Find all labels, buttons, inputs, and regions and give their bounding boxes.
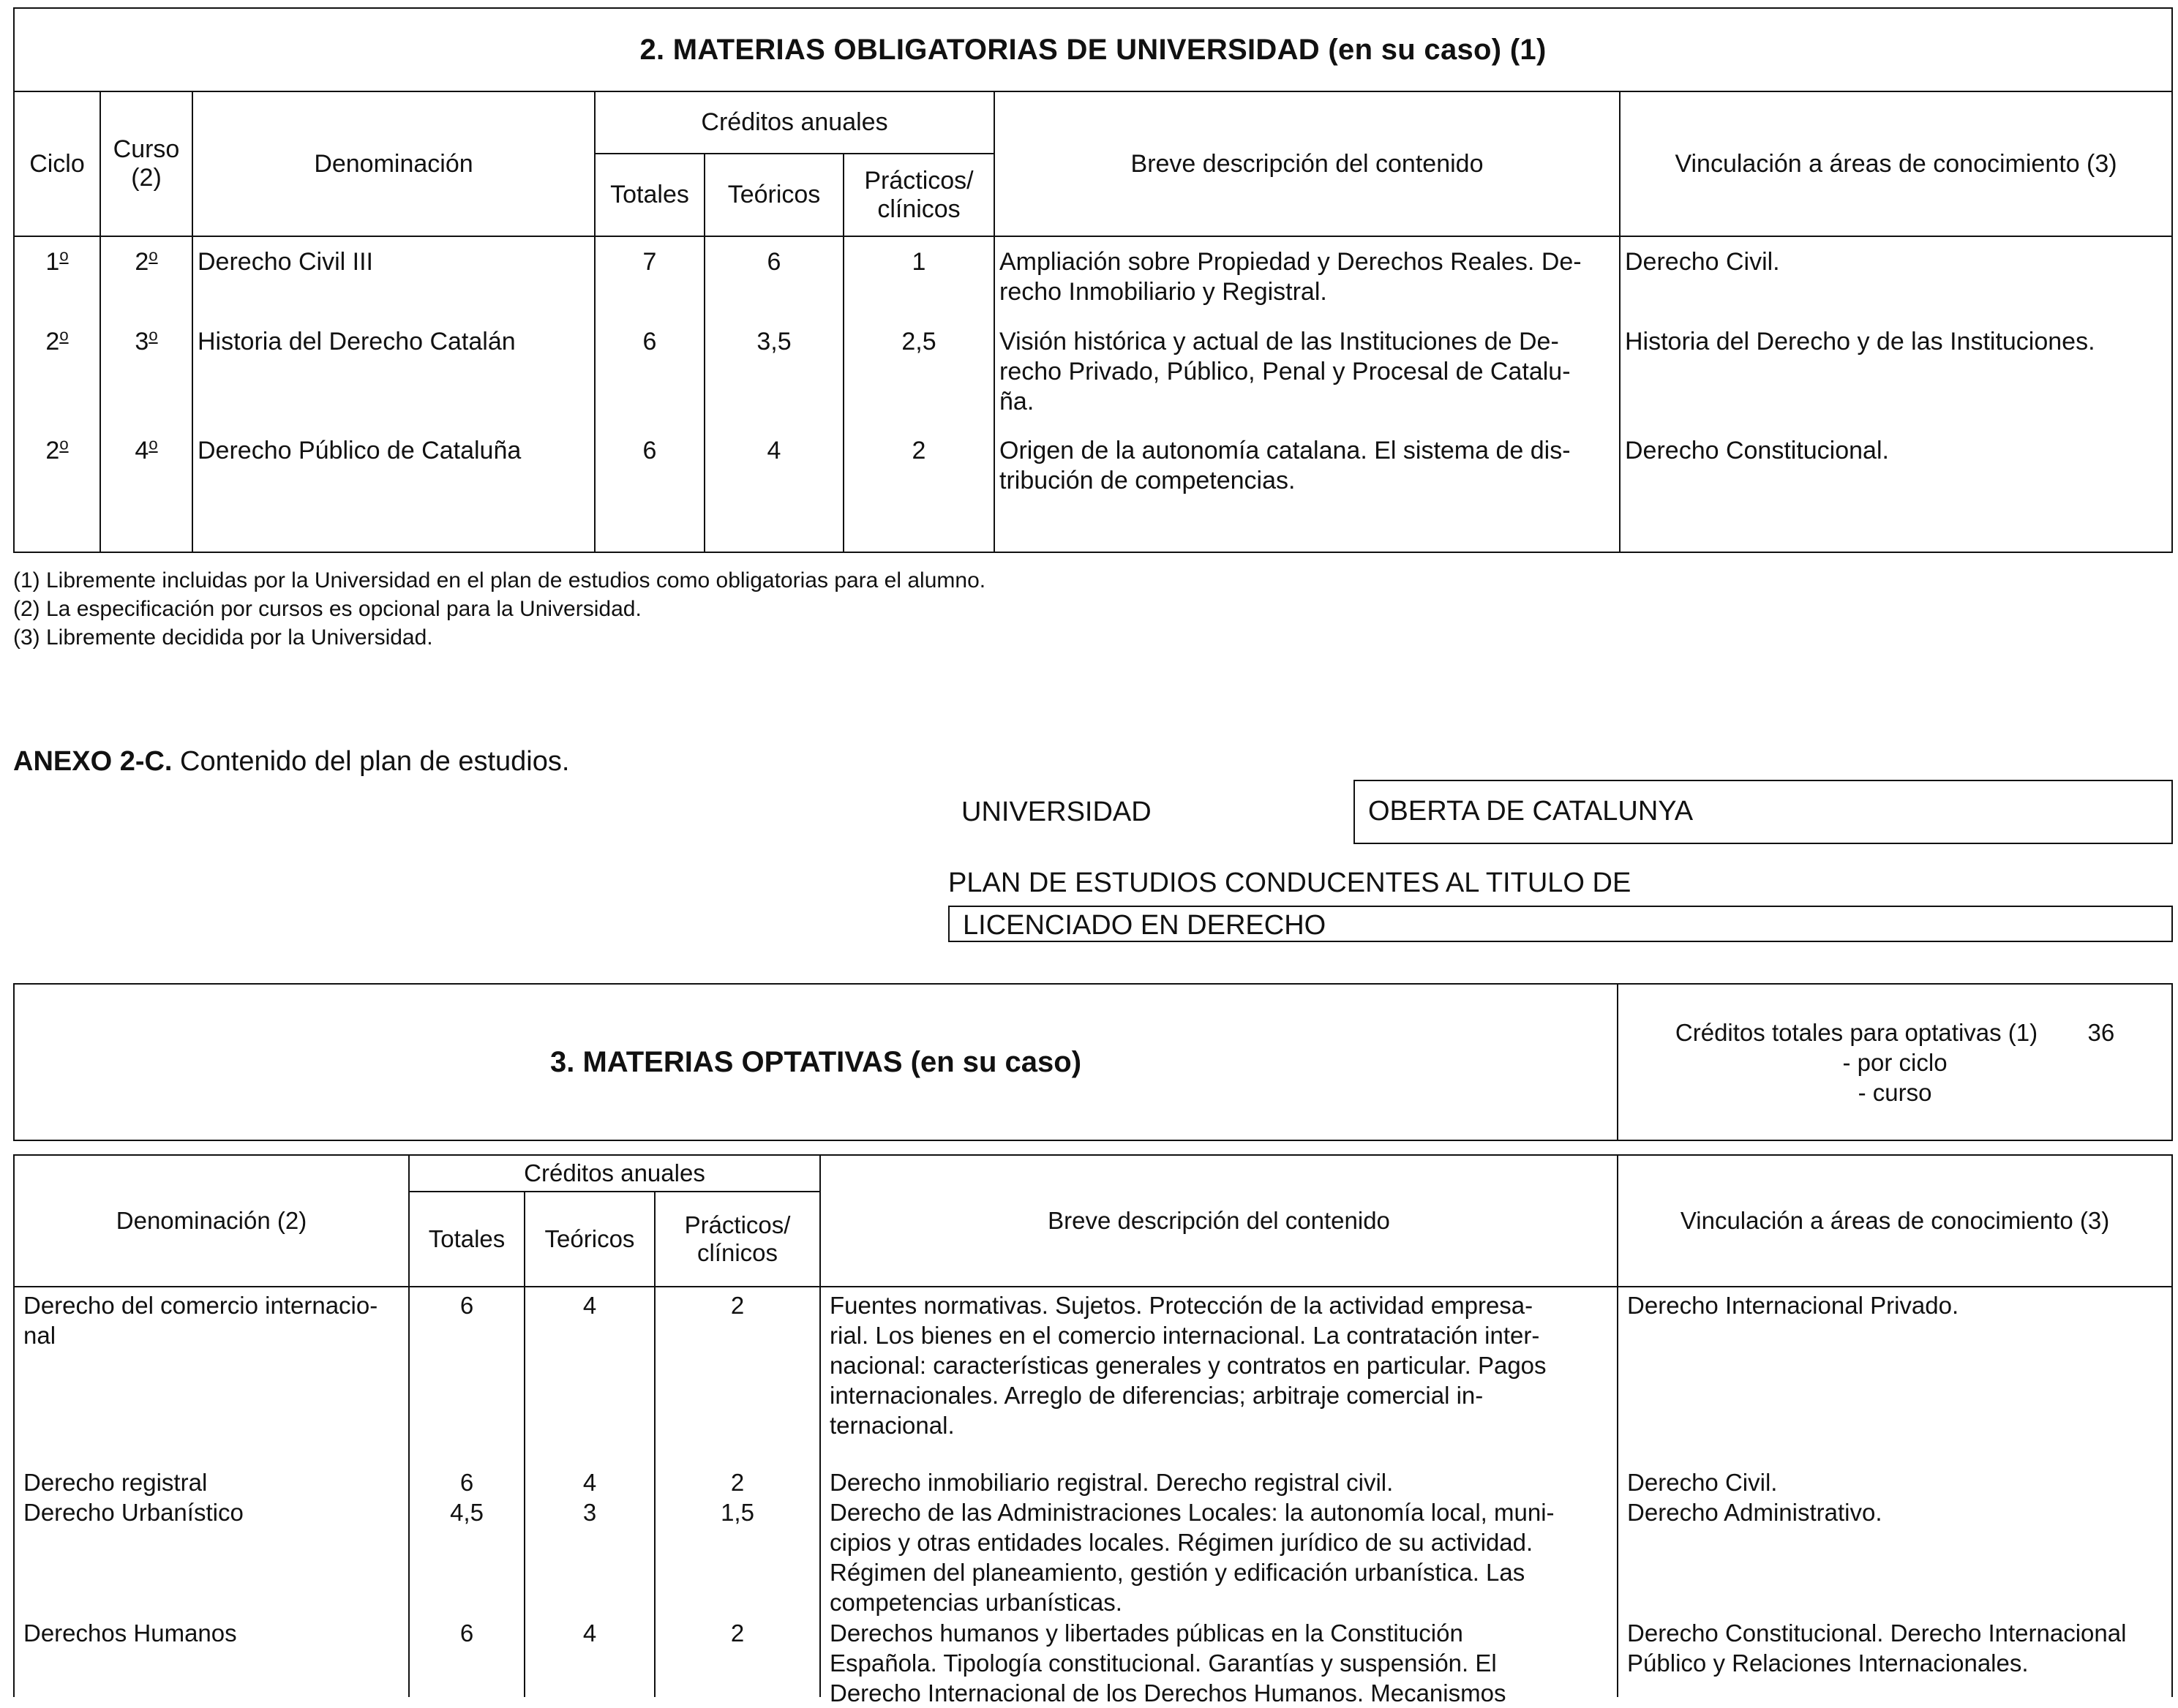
footnote-1: (1) Libremente incluidas por la Universidad en el plan de estudios como obligatorias para el alumno. [13, 568, 986, 592]
col-totales [595, 236, 705, 552]
header-curso-label: Curso [113, 135, 180, 163]
table-row-cell: 6 [642, 328, 657, 355]
header-vinculacion: Vinculación a áreas de conocimiento (3) [1618, 1155, 2172, 1287]
table-row-cell: 6 [642, 437, 657, 464]
header-totales: Totales [409, 1192, 525, 1287]
table-row-cell: Derecho de las Administraciones Locales: la autonomía local, muni- cipios y otras entidades locales. Régimen jurídico de su actividad. Régimen del planeamiento, gestión y edificación urbanística. Las competencias urbanísticas. [830, 1499, 1555, 1616]
table-row-cell: 1,5 [721, 1499, 754, 1526]
col-practicos [844, 236, 994, 552]
table-row-cell: Derecho Civil III [198, 248, 373, 276]
plan-label: PLAN DE ESTUDIOS CONDUCENTES AL TITULO DE [948, 868, 1631, 898]
table-row-cell: 4 [582, 1619, 597, 1647]
table-row-cell: Derecho Civil. [1627, 1469, 1778, 1496]
footnote-3: (3) Libremente decidida por la Universidad. [13, 625, 433, 650]
table-row-cell: 4$^o$ [135, 434, 158, 464]
header-teoricos: Teóricos [525, 1192, 655, 1287]
header-ciclo: Ciclo [14, 91, 100, 236]
table-row-cell: 1 [912, 248, 926, 276]
por-ciclo: - por ciclo [1842, 1048, 1948, 1076]
anexo-label: ANEXO 2-C. [13, 746, 173, 777]
col-descripcion [994, 236, 1620, 552]
header-totales: Totales [595, 154, 705, 236]
table-row-cell: Derecho Internacional Privado. [1627, 1292, 1959, 1319]
table-row-cell: 6 [459, 1469, 474, 1496]
col-curso [100, 236, 192, 552]
table-row-cell: 6 [459, 1292, 474, 1319]
header-practicos-line2: clínicos [696, 1239, 778, 1266]
table-row-cell: Ampliación sobre Propiedad y Derechos Reales. De- recho Inmobiliario y Registral. [999, 248, 1582, 306]
col-teoricos [705, 236, 844, 552]
table-row-cell: Derecho Administrativo. [1627, 1499, 1882, 1526]
header-practicos [844, 154, 994, 236]
col-denominacion [14, 1287, 409, 1697]
table-row-cell: 2$^o$ [45, 434, 69, 464]
table-row-cell: 2$^o$ [45, 326, 69, 355]
creditos-totales-box [1618, 984, 2172, 1140]
table-row-cell: 6 [459, 1619, 474, 1647]
table-row-cell: 6 [767, 248, 781, 276]
table-row-cell: Derecho Constitucional. [1625, 437, 1889, 464]
table-row-cell: Visión histórica y actual de las Instituciones de De- recho Privado, Público, Penal y Procesal de Catalu- ña. [999, 328, 1571, 415]
table-row-cell: Derecho Urbanístico [23, 1499, 244, 1526]
header-denominacion: Denominación [192, 91, 595, 236]
header-curso [100, 91, 192, 236]
table-row-cell: Derecho Público de Cataluña [198, 437, 522, 464]
table-row-cell: Derecho del comercio internacio- nal [23, 1292, 378, 1349]
header-creditos: Créditos anuales [409, 1155, 820, 1192]
table-row-cell: Derecho Civil. [1625, 248, 1780, 276]
footnote-2: (2) La especificación por cursos es opcional para la Universidad. [13, 597, 642, 621]
por-curso: - curso [1858, 1078, 1932, 1106]
table-row-cell: 2,5 [901, 328, 936, 355]
table-gap [14, 1140, 2172, 1155]
header-curso-note: (2) [131, 164, 162, 192]
table-row-cell: Historia del Derecho Catalán [198, 328, 516, 355]
col-ciclo [14, 236, 100, 552]
table-row-cell: 3,5 [756, 328, 792, 355]
table-row-cell: 4,5 [450, 1499, 484, 1526]
header-teoricos: Teóricos [705, 154, 844, 236]
optativas-table [13, 983, 2173, 1707]
col-totales [409, 1287, 525, 1697]
header-vinculacion: Vinculación a áreas de conocimiento (3) [1620, 91, 2172, 236]
obligatorias-table [13, 7, 2173, 553]
table-row-cell: 3$^o$ [135, 326, 158, 355]
table-row-cell: 2 [730, 1292, 745, 1319]
titulo-field: LICENCIADO EN DERECHO [948, 906, 2173, 942]
anexo-heading [13, 746, 569, 778]
table-row-cell: 4 [767, 437, 781, 464]
header-practicos [655, 1192, 820, 1287]
table-row-cell: 7 [642, 248, 657, 276]
table-row-cell: 1$^o$ [45, 246, 69, 276]
table-row-cell: 3 [582, 1499, 597, 1526]
creditos-totales-line: Créditos totales para optativas (1) 36 [1675, 1018, 2115, 1046]
col-vinculacion [1618, 1287, 2172, 1697]
header-creditos: Créditos anuales [595, 91, 994, 154]
header-denominacion: Denominación (2) [14, 1155, 409, 1287]
table-row-cell: Origen de la autonomía catalana. El sistema de dis- tribución de competencias. [999, 437, 1571, 494]
header-practicos-line1: Prácticos/ [864, 166, 974, 195]
obligatorias-title: 2. MATERIAS OBLIGATORIAS DE UNIVERSIDAD (en su caso) (1) [14, 8, 2172, 91]
table-row-cell: Derechos humanos y libertades públicas en la Constitución Española. Tipología constitucional. Garantías y suspensión. El Derecho Internacional de los Derechos Humanos. Mecanismos [830, 1619, 1506, 1707]
table-row-cell: Historia del Derecho y de las Instituciones. [1625, 328, 2095, 355]
header-descripcion: Breve descripción del contenido [994, 91, 1620, 236]
header-descripcion: Breve descripción del contenido [820, 1155, 1618, 1287]
table-row-cell: 4 [582, 1292, 597, 1319]
universidad-label: UNIVERSIDAD [961, 797, 1152, 827]
footnotes [13, 566, 985, 652]
table-row-cell: 4 [582, 1469, 597, 1496]
col-practicos [655, 1287, 820, 1697]
col-teoricos [525, 1287, 655, 1697]
table-row-cell: Fuentes normativas. Sujetos. Protección de la actividad empresa- rial. Los bienes en el comercio internacional. La contratación inter- nacional: características generales y contratos en particular. Pagos internacionales. Arreglo de diferencias; arbitraje comercial in- ternacional. [830, 1292, 1547, 1439]
header-practicos-line1: Prácticos/ [684, 1211, 791, 1238]
col-vinculacion [1620, 236, 2172, 552]
anexo-text: Contenido del plan de estudios. [180, 746, 570, 777]
creditos-totales-value: 36 [2087, 1018, 2115, 1046]
table-row-cell: 2 [730, 1619, 745, 1647]
optativas-title: 3. MATERIAS OPTATIVAS (en su caso) [14, 984, 1618, 1140]
header-practicos-line2: clínicos [877, 195, 961, 223]
table-row-cell: Derecho registral [23, 1469, 208, 1496]
table-row-cell: 2$^o$ [135, 246, 158, 276]
table-row-cell: 2 [912, 437, 926, 464]
col-descripcion [820, 1287, 1618, 1707]
table-row-cell: Derechos Humanos [23, 1619, 237, 1647]
table-row-cell: 2 [730, 1469, 745, 1496]
table-row-cell: Derecho inmobiliario registral. Derecho registral civil. [830, 1469, 1394, 1496]
table-row-cell: Derecho Constitucional. Derecho Internacional Público y Relaciones Internacionales. [1627, 1619, 2127, 1677]
universidad-field: OBERTA DE CATALUNYA [1353, 780, 2173, 844]
col-denominacion [192, 236, 595, 552]
